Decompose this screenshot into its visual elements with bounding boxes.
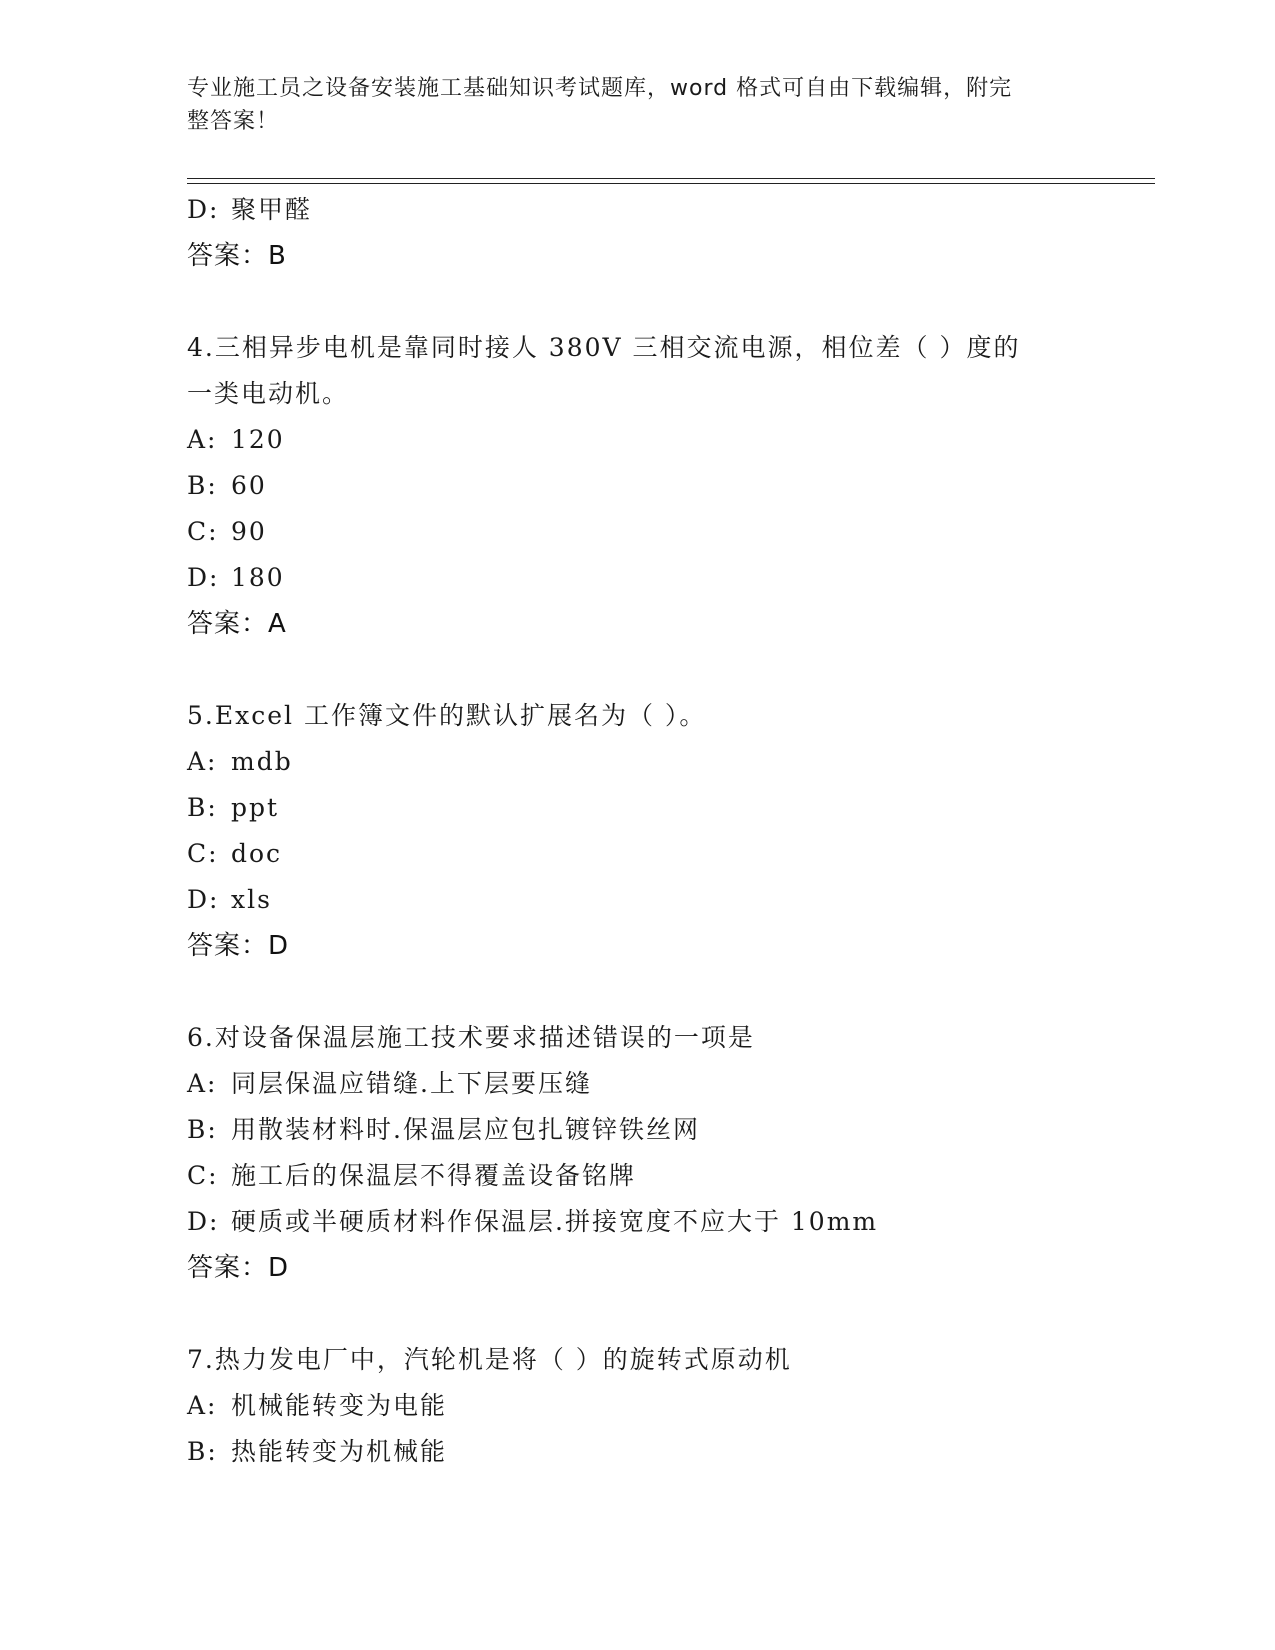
answer: 答案：D	[187, 931, 290, 961]
option-b	[187, 785, 1087, 831]
option-c	[187, 1153, 1087, 1199]
answer: 答案：A	[187, 609, 287, 639]
option-text: 硬质或半硬质材料作保温层.拼接宽度不应大于 10mm	[231, 1207, 879, 1236]
question-stem: 4.三相异步电机是靠同时接人 380V 三相交流电源，相位差（ ）度的	[187, 333, 1021, 362]
option-text: 180	[231, 563, 285, 592]
option-a	[187, 417, 1087, 463]
option-text: 60	[231, 471, 267, 500]
question-7	[187, 1337, 1087, 1475]
question-stem: 5.Excel 工作簿文件的默认扩展名为（ ）。	[187, 701, 707, 730]
option-text: 120	[231, 425, 285, 454]
answer: 答案：D	[187, 1253, 290, 1283]
option-c	[187, 831, 1087, 877]
option-key: A:	[187, 425, 218, 454]
option-text: ppt	[231, 793, 280, 822]
header-line-2: 整答案！	[187, 109, 280, 134]
option-d	[187, 877, 1087, 923]
option-key: D:	[187, 563, 220, 592]
question-4	[187, 325, 1087, 647]
document-header	[187, 72, 1087, 138]
question-stem: 6.对设备保温层施工技术要求描述错误的一项是	[187, 1023, 755, 1052]
option-text: 热能转变为机械能	[231, 1437, 448, 1466]
option-d	[187, 187, 1087, 233]
question-5	[187, 693, 1087, 969]
option-text: 施工后的保温层不得覆盖设备铭牌	[231, 1161, 637, 1190]
option-key: A:	[187, 1391, 218, 1420]
option-d	[187, 555, 1087, 601]
question-stem-continued: 一类电动机。	[187, 379, 350, 408]
option-key: A:	[187, 747, 218, 776]
option-key: C:	[187, 839, 219, 868]
question-stem: 7.热力发电厂中，汽轮机是将（ ）的旋转式原动机	[187, 1345, 792, 1374]
option-a	[187, 739, 1087, 785]
header-divider-top	[187, 178, 1155, 179]
option-key: B:	[187, 1437, 218, 1466]
option-b	[187, 463, 1087, 509]
option-text: 聚甲醛	[231, 195, 313, 224]
option-key: C:	[187, 1161, 219, 1190]
option-text: 同层保温应错缝.上下层要压缝	[231, 1069, 592, 1098]
option-c	[187, 509, 1087, 555]
option-key: C:	[187, 517, 219, 546]
option-key: B:	[187, 1115, 218, 1144]
option-key: D:	[187, 195, 220, 224]
option-key: D:	[187, 885, 220, 914]
option-key: A:	[187, 1069, 218, 1098]
option-b	[187, 1107, 1087, 1153]
option-text: 90	[231, 517, 267, 546]
header-divider-bottom	[187, 183, 1155, 184]
option-text: doc	[231, 839, 283, 868]
option-text: 机械能转变为电能	[231, 1391, 448, 1420]
option-text: xls	[231, 885, 272, 914]
option-d	[187, 1199, 1087, 1245]
option-b	[187, 1429, 1087, 1475]
option-key: B:	[187, 793, 218, 822]
option-key: D:	[187, 1207, 220, 1236]
question-list	[187, 187, 1087, 1475]
option-key: B:	[187, 471, 218, 500]
option-text: mdb	[231, 747, 293, 776]
header-line-1: 专业施工员之设备安装施工基础知识考试题库，word 格式可自由下载编辑，附完	[187, 76, 1013, 101]
question-6	[187, 1015, 1087, 1291]
option-text: 用散装材料时.保温层应包扎镀锌铁丝网	[231, 1115, 700, 1144]
option-a	[187, 1061, 1087, 1107]
option-a	[187, 1383, 1087, 1429]
answer: 答案：B	[187, 241, 287, 271]
